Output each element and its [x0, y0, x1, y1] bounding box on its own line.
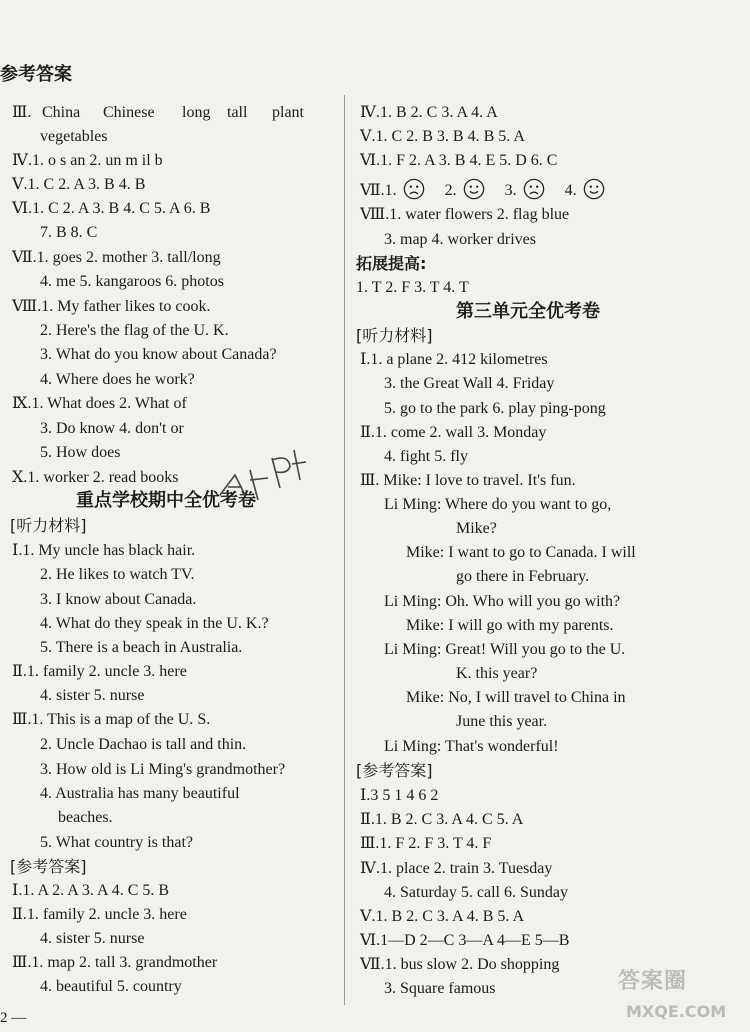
unit-listening-2-1: Ⅱ.1. come 2. wall 3. Monday: [360, 424, 547, 441]
dialogue-2: Li Ming: Where do you want to go,: [384, 496, 612, 513]
unit-listening-2-2: 4. fight 5. fly: [384, 448, 468, 465]
sad-face-icon: [523, 178, 545, 200]
extension-answers: 1. T 2. F 3. T 4. T: [356, 279, 469, 296]
r7-faces-line: Ⅶ.1. 2. 3. 4.: [360, 178, 607, 204]
q5-line: Ⅴ.1. C 2. A 3. B 4. B: [12, 176, 146, 193]
q8-line-2: 2. Here's the flag of the U. K.: [40, 322, 229, 339]
dialogue-5: Mike: I will go with my parents.: [406, 617, 614, 634]
answer-3-1: Ⅲ.1. map 2. tall 3. grandmother: [12, 954, 218, 971]
key-1: Ⅰ.3 5 1 4 6 2: [360, 787, 439, 804]
answers-title-right: [参考答案]: [356, 761, 433, 780]
dialogue-3: Mike: I want to go to Canada. I will: [406, 544, 636, 561]
r8-line-1: Ⅷ.1. water flowers 2. flag blue: [360, 206, 570, 223]
watermark-url: MXQE.COM: [626, 1002, 727, 1021]
listening-3-4: 4. Australia has many beautiful: [40, 785, 240, 802]
unit-listening-1-1: Ⅰ.1. a plane 2. 412 kilometres: [360, 351, 548, 368]
listening-3-3: 3. How old is Li Ming's grandmother?: [40, 761, 286, 778]
listening-1-4: 4. What do they speak in the U. K.?: [40, 615, 269, 632]
unit3-title: 第三单元全优考卷: [456, 301, 600, 322]
q7-line: Ⅶ.1. goes 2. mother 3. tall/long: [12, 249, 221, 266]
midterm-title: 重点学校期中全优考卷: [76, 490, 256, 511]
listening-3-5: 5. What country is that?: [40, 834, 193, 851]
key-2: Ⅱ.1. B 2. C 3. A 4. C 5. A: [360, 811, 524, 828]
q9-line-2: 3. Do know 4. don't or: [40, 420, 184, 437]
sad-face-icon: [403, 178, 425, 200]
listening-2-1: Ⅱ.1. family 2. uncle 3. here: [12, 663, 187, 680]
answer-2-1: Ⅱ.1. family 2. uncle 3. here: [12, 906, 187, 923]
answers-title-left: [参考答案]: [10, 857, 87, 876]
dialogue-1: Ⅲ. Mike: I love to travel. It's fun.: [360, 472, 576, 489]
watermark-logo: 答案圈: [618, 969, 688, 994]
q8-line-4: 4. Where does he work?: [40, 371, 195, 388]
key-3: Ⅲ.1. F 2. F 3. T 4. F: [360, 835, 492, 852]
listening-3-2: 2. Uncle Dachao is tall and thin.: [40, 736, 247, 753]
listening-1-5: 5. There is a beach in Australia.: [40, 639, 243, 656]
r5-line: Ⅴ.1. C 2. B 3. B 4. B 5. A: [360, 128, 525, 145]
listening-1-2: 2. He likes to watch TV.: [40, 566, 195, 583]
r4-line: Ⅳ.1. B 2. C 3. A 4. A: [360, 104, 498, 121]
dialogue-7: Mike: No, I will travel to China in: [406, 689, 626, 706]
q8-line-1: Ⅷ.1. My father likes to cook.: [12, 298, 211, 315]
happy-face-icon: [583, 178, 605, 200]
key-7-1: Ⅶ.1. bus slow 2. Do shopping: [360, 956, 560, 973]
q10-line: Ⅹ.1. worker 2. read books: [12, 469, 179, 486]
listening-3-1: Ⅲ.1. This is a map of the U. S.: [12, 711, 211, 728]
key-6: Ⅵ.1—D 2—C 3—A 4—E 5—B: [360, 932, 570, 949]
listening-2-2: 4. sister 5. nurse: [40, 687, 145, 704]
answer-3-2: 4. beautiful 5. country: [40, 978, 182, 995]
dialogue-4: Li Ming: Oh. Who will you go with?: [384, 593, 621, 610]
answer-2-2: 4. sister 5. nurse: [40, 930, 145, 947]
q6-cont: 7. B 8. C: [40, 224, 98, 241]
dialogue-2b: Mike?: [456, 520, 497, 537]
key-4-1: Ⅳ.1. place 2. train 3. Tuesday: [360, 860, 553, 877]
q4-line: Ⅳ.1. o s an 2. un m il b: [12, 152, 163, 169]
dialogue-7b: June this year.: [456, 713, 548, 730]
key-7-2: 3. Square famous: [384, 980, 496, 997]
column-divider: [344, 95, 345, 1005]
dialogue-6: Li Ming: Great! Will you go to the U.: [384, 641, 626, 658]
q8-line-3: 3. What do you know about Canada?: [40, 346, 277, 363]
answers-heading: 参考答案: [0, 64, 72, 85]
page-number: 2 —: [0, 1010, 27, 1026]
dialogue-8: Li Ming: That's wonderful!: [384, 738, 559, 755]
q6-line: Ⅵ.1. C 2. A 3. B 4. C 5. A 6. B: [12, 200, 211, 217]
key-5: Ⅴ.1. B 2. C 3. A 4. B 5. A: [360, 908, 525, 925]
q7-cont: 4. me 5. kangaroos 6. photos: [40, 273, 224, 290]
listening-1-3: 3. I know about Canada.: [40, 591, 197, 608]
q9-line-3: 5. How does: [40, 444, 121, 461]
dialogue-6b: K. this year?: [456, 665, 538, 682]
handwritten-scribble: [210, 440, 310, 510]
r6-line: Ⅵ.1. F 2. A 3. B 4. E 5. D 6. C: [360, 152, 558, 169]
answer-1: Ⅰ.1. A 2. A 3. A 4. C 5. B: [12, 882, 170, 899]
q3-line: Ⅲ. China Chinese long tall plant: [12, 104, 304, 121]
q3-cont: vegetables: [40, 128, 108, 145]
listening-title-right: [听力材料]: [356, 326, 433, 345]
listening-title-left: [听力材料]: [10, 516, 87, 535]
unit-listening-1-3: 5. go to the park 6. play ping-pong: [384, 400, 606, 417]
q9-line-1: Ⅸ.1. What does 2. What of: [12, 395, 187, 412]
listening-1-1: Ⅰ.1. My uncle has black hair.: [12, 542, 196, 559]
r8-line-2: 3. map 4. worker drives: [384, 231, 536, 248]
unit-listening-1-2: 3. the Great Wall 4. Friday: [384, 375, 555, 392]
happy-face-icon: [463, 178, 485, 200]
listening-3-4b: beaches.: [58, 809, 113, 826]
extension-title: 拓展提高:: [356, 254, 427, 273]
dialogue-3b: go there in February.: [456, 568, 590, 585]
key-4-2: 4. Saturday 5. call 6. Sunday: [384, 884, 568, 901]
